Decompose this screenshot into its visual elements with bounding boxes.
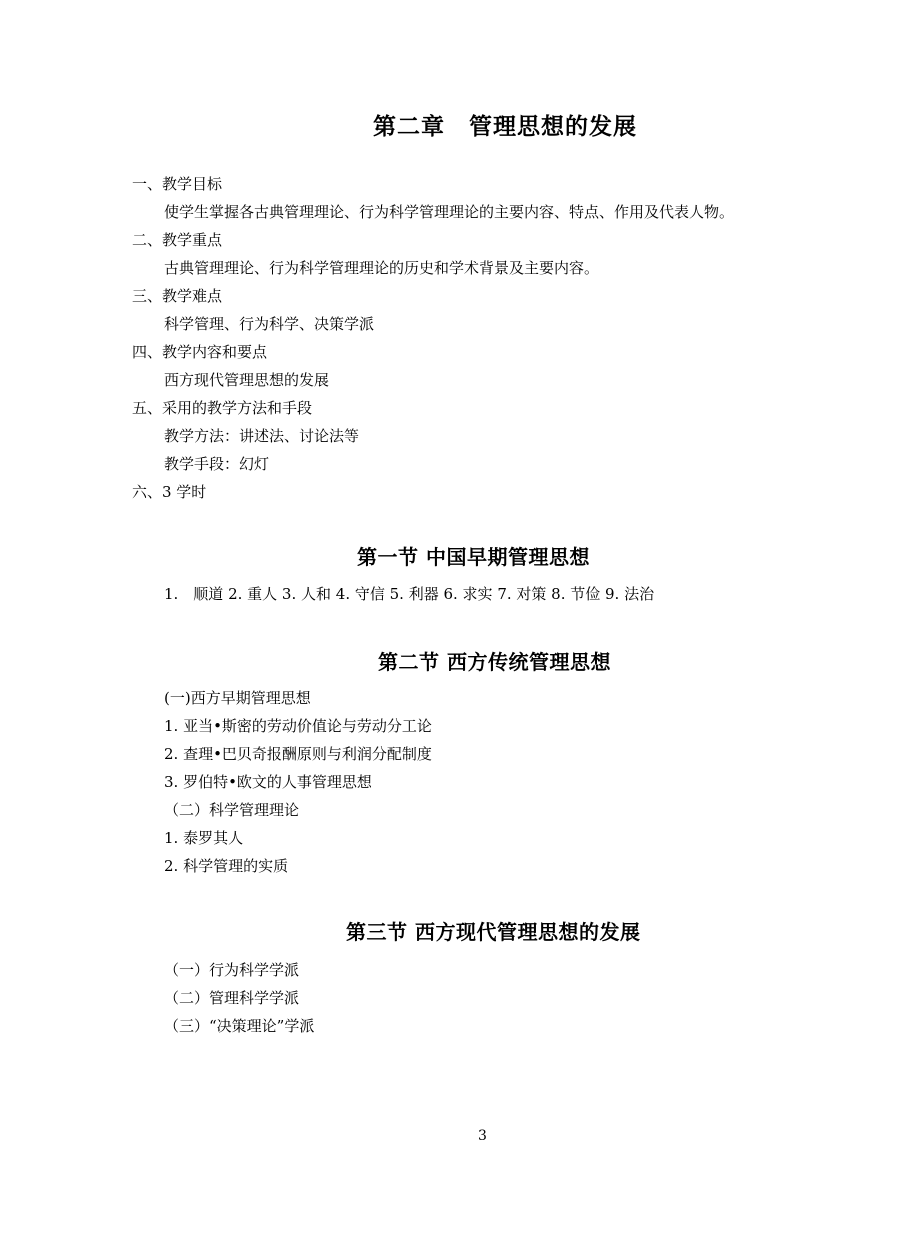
objective-text: 教学手段：幻灯 bbox=[164, 455, 270, 473]
section-title: 第二节 西方传统管理思想 bbox=[378, 650, 611, 674]
objective-heading: 四、教学内容和要点 bbox=[132, 343, 268, 361]
list-item: 3. 罗伯特•欧文的人事管理思想 bbox=[164, 773, 372, 791]
section-title: 第一节 中国早期管理思想 bbox=[357, 545, 590, 569]
section-text: 1. 顺道 2. 重人 3. 人和 4. 守信 5. 利器 6. 求实 7. 对策 8. 节俭 9. 法治 bbox=[164, 585, 655, 603]
objective-text: 古典管理理论、行为科学管理理论的历史和学术背景及主要内容。 bbox=[164, 259, 600, 277]
objective-heading: 五、采用的教学方法和手段 bbox=[132, 399, 313, 417]
list-item: （二）科学管理理论 bbox=[164, 801, 300, 819]
section-title: 第三节 西方现代管理思想的发展 bbox=[346, 920, 641, 944]
objective-heading: 六、3 学时 bbox=[132, 483, 207, 501]
objective-heading: 一、教学目标 bbox=[132, 175, 223, 193]
page-number: 3 bbox=[478, 1128, 487, 1144]
list-item: 2. 查理•巴贝奇报酬原则与利润分配制度 bbox=[164, 745, 432, 763]
list-item: （二）管理科学学派 bbox=[164, 989, 300, 1007]
list-item: 1. 亚当•斯密的劳动价值论与劳动分工论 bbox=[164, 717, 432, 735]
chapter-title: 第二章 管理思想的发展 bbox=[373, 113, 637, 140]
objective-text: 使学生掌握各古典管理理论、行为科学管理理论的主要内容、特点、作用及代表人物。 bbox=[164, 203, 735, 221]
objective-text: 西方现代管理思想的发展 bbox=[164, 371, 330, 389]
list-item: （一）行为科学学派 bbox=[164, 961, 300, 979]
objective-heading: 二、教学重点 bbox=[132, 231, 223, 249]
list-item: 2. 科学管理的实质 bbox=[164, 857, 289, 875]
objective-heading: 三、教学难点 bbox=[132, 287, 223, 305]
objective-text: 教学方法：讲述法、讨论法等 bbox=[164, 427, 360, 445]
objective-text: 科学管理、行为科学、决策学派 bbox=[164, 315, 375, 333]
list-item: (一)西方早期管理思想 bbox=[164, 689, 311, 707]
list-item: 1. 泰罗其人 bbox=[164, 829, 244, 847]
list-item: （三）“决策理论”学派 bbox=[164, 1017, 315, 1035]
